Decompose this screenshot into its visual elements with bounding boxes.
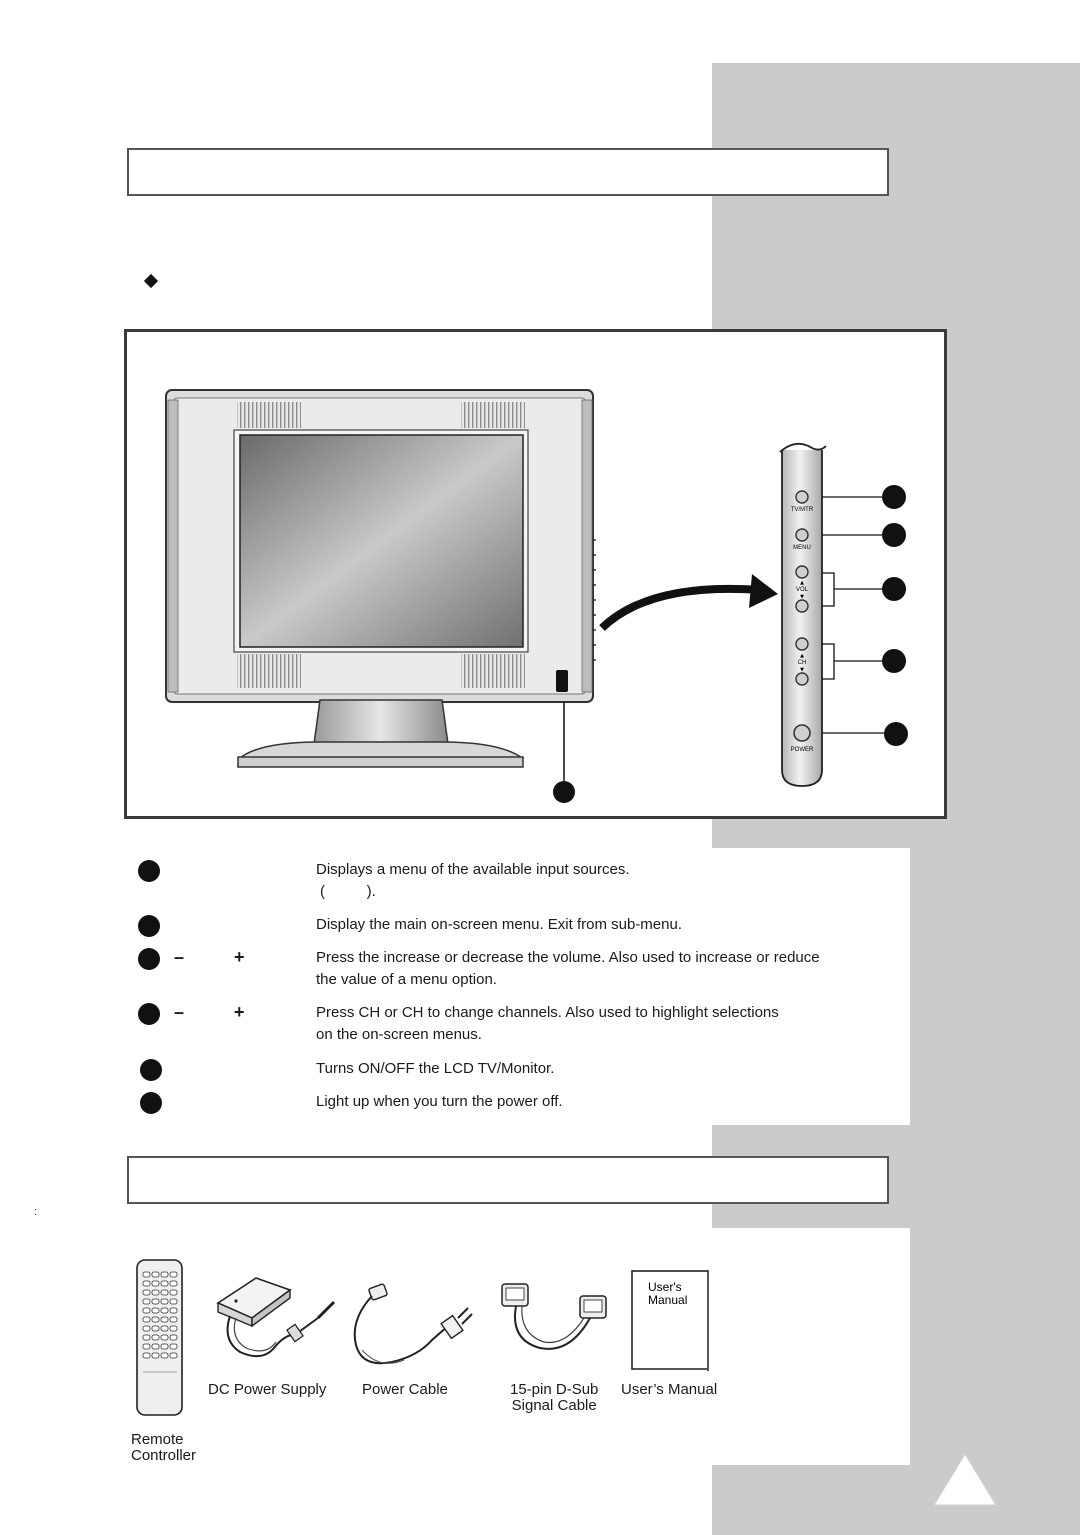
gray-band-bottom	[712, 1465, 910, 1535]
tvmtr-panel-label: TV/MTR	[790, 507, 814, 513]
accessory-label-power-cable: Power Cable	[362, 1381, 448, 1398]
callout-6-marker	[553, 781, 575, 803]
callout-4-marker	[882, 649, 906, 673]
manual-cover-title-line2: Manual	[648, 1293, 688, 1307]
desc-text-4b: on the on-screen menus.	[316, 1026, 482, 1043]
remote-controller-icon	[137, 1260, 182, 1415]
menu-panel-label: MENU	[793, 545, 811, 551]
ch-up-arrow: ▲	[800, 653, 804, 659]
margin-mark: :	[34, 1206, 38, 1218]
ch-minus-sign: –	[174, 1002, 185, 1022]
dsub-signal-cable-icon	[502, 1284, 606, 1349]
desc-text-5: Turns ON/OFF the LCD TV/Monitor.	[316, 1060, 555, 1077]
power-cable-icon	[355, 1284, 472, 1364]
vol-minus-sign: –	[174, 947, 185, 967]
callout-5-marker	[884, 722, 908, 746]
accessory-label-remote-line1: Remote	[131, 1431, 184, 1448]
accessory-label-dsub-line1: 15-pin D-Sub	[510, 1381, 599, 1398]
callout-2-marker	[882, 523, 906, 547]
side-control-panel	[780, 444, 826, 786]
power-panel-label: POWER	[790, 747, 814, 753]
desc-text-4: Press CH or CH to change channels. Also used to highlight selections	[316, 1004, 779, 1021]
desc-text-2: Display the main on-screen menu. Exit from sub-menu.	[316, 916, 682, 933]
lcd-monitor-illustration	[166, 390, 596, 767]
tvmtr-button-icon	[796, 491, 808, 503]
menu-button-icon	[796, 529, 808, 541]
ch-panel-label: CH	[797, 660, 807, 666]
vol-up-arrow: ▲	[800, 580, 804, 586]
desc-bullet-2-icon	[138, 915, 160, 937]
desc-bullet-5-icon	[140, 1059, 162, 1081]
desc-text-3: Press the increase or decrease the volume. Also used to increase or reduce	[316, 949, 820, 966]
accessory-label-dc-power-supply: DC Power Supply	[208, 1381, 327, 1398]
power-button-icon	[794, 725, 810, 741]
gray-band-right	[910, 848, 1080, 1535]
accessory-label-dsub-cable	[510, 1382, 598, 1414]
desc-bullet-6-icon	[140, 1092, 162, 1114]
desc-text-1: Displays a menu of the available input sources.	[316, 861, 630, 878]
vol-plus-sign: +	[234, 947, 245, 967]
desc-text-6: Light up when you turn the power off.	[316, 1093, 563, 1110]
accessories-illustration	[0, 1250, 760, 1430]
accessory-label-remote	[131, 1432, 196, 1464]
users-manual-book-icon	[632, 1271, 708, 1371]
page-corner-triangle-icon	[930, 1450, 1000, 1510]
accessory-label-dsub-line2: Signal Cable	[511, 1397, 597, 1414]
accessory-label-users-manual: User’s Manual	[621, 1381, 718, 1398]
desc-note-1: ( ).	[320, 883, 376, 900]
manual-cover-title-line1: User's	[648, 1280, 682, 1294]
section-title-box-accessories	[127, 1156, 889, 1204]
desc-bullet-1-icon	[138, 860, 160, 882]
vol-panel-label: VOL	[795, 587, 809, 593]
vol-down-arrow: ▼	[800, 594, 804, 600]
vol-down-button-icon	[796, 600, 808, 612]
desc-text-3b: the value of a menu option.	[316, 971, 497, 988]
ch-down-arrow: ▼	[800, 667, 804, 673]
dc-power-supply-icon	[218, 1278, 334, 1356]
ch-plus-sign: +	[234, 1002, 245, 1022]
vol-up-button-icon	[796, 566, 808, 578]
accessory-label-remote-line2: Controller	[131, 1447, 197, 1464]
desc-bullet-4-icon	[138, 1003, 160, 1025]
callout-3-marker	[882, 577, 906, 601]
desc-bullet-3-icon	[138, 948, 160, 970]
ch-down-button-icon	[796, 673, 808, 685]
zoom-arrow-icon	[602, 574, 778, 628]
ch-up-button-icon	[796, 638, 808, 650]
callout-1-marker	[882, 485, 906, 509]
